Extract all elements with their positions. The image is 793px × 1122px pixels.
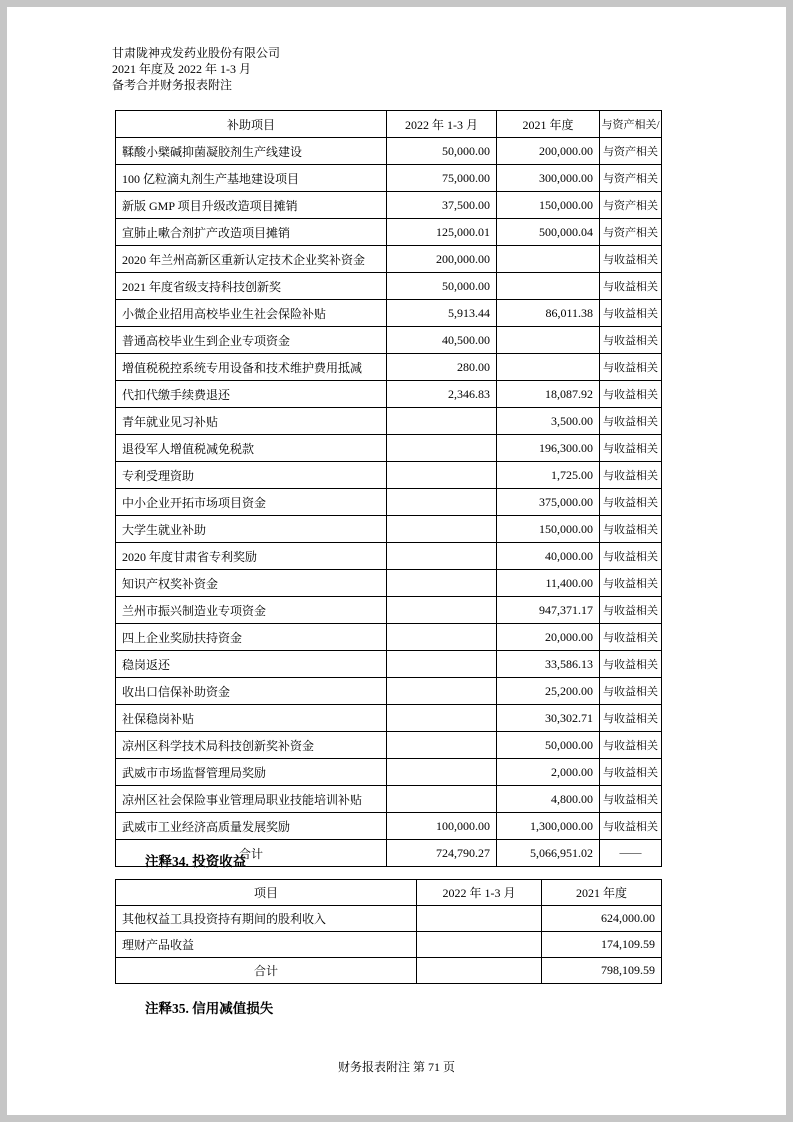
table-cell: 150,000.00: [497, 192, 600, 219]
table-cell: 50,000.00: [497, 732, 600, 759]
table-cell: 其他权益工具投资持有期间的股利收入: [116, 906, 417, 932]
table-cell: 新版 GMP 项目升级改造项目摊销: [116, 192, 387, 219]
col-header-2022-q1: 2022 年 1-3 月: [417, 880, 542, 906]
table-cell: ——: [600, 840, 662, 867]
table-row: [116, 906, 662, 932]
table-row: [116, 570, 662, 597]
table-cell: 中小企业开拓市场项目资金: [116, 489, 387, 516]
col-header-2022-q1: 2022 年 1-3 月: [387, 111, 497, 138]
table-cell: 40,500.00: [387, 327, 497, 354]
table-row: [116, 516, 662, 543]
table-cell: 稳岗返还: [116, 651, 387, 678]
table-cell: 与收益相关: [600, 246, 662, 273]
table-cell: 375,000.00: [497, 489, 600, 516]
table-cell: [497, 246, 600, 273]
table-cell: 兰州市振兴制造业专项资金: [116, 597, 387, 624]
table-cell: 与收益相关: [600, 705, 662, 732]
table-cell: 11,400.00: [497, 570, 600, 597]
table-cell: 50,000.00: [387, 273, 497, 300]
table-cell: [387, 516, 497, 543]
page-footer: 财务报表附注 第 71 页: [337, 1060, 455, 1074]
table-cell: 3,500.00: [497, 408, 600, 435]
table-cell: 与收益相关: [600, 786, 662, 813]
table-cell: 与收益相关: [600, 408, 662, 435]
note-34-heading: 注释34. 投资收益: [145, 854, 247, 869]
total-row: [116, 958, 662, 984]
col-header-2021: 2021 年度: [497, 111, 600, 138]
subsidy-table: [115, 110, 662, 867]
table-cell: 5,066,951.02: [497, 840, 600, 867]
table-row: [116, 489, 662, 516]
col-header-2021: 2021 年度: [542, 880, 662, 906]
table-row: [116, 327, 662, 354]
table-cell: 凉州区社会保险事业管理局职业技能培训补贴: [116, 786, 387, 813]
table-cell: [417, 932, 542, 958]
table-cell: 四上企业奖励扶持资金: [116, 624, 387, 651]
table-row: [116, 624, 662, 651]
table-row: [116, 597, 662, 624]
company-name: 甘肃陇神戎发药业股份有限公司: [112, 46, 281, 60]
col-header-subsidy-item: 补助项目: [116, 111, 387, 138]
table-cell: 鞣酸小檗碱抑菌凝胶剂生产线建设: [116, 138, 387, 165]
table-cell: [387, 705, 497, 732]
table-cell: 4,800.00: [497, 786, 600, 813]
table-cell: 与收益相关: [600, 651, 662, 678]
table-cell: 200,000.00: [497, 138, 600, 165]
table-cell: [387, 624, 497, 651]
table-cell: 收出口信保补助资金: [116, 678, 387, 705]
table-cell: 2,000.00: [497, 759, 600, 786]
table-cell: 2,346.83: [387, 381, 497, 408]
table-cell: 增值税税控系统专用设备和技术维护费用抵减: [116, 354, 387, 381]
table-cell: 与收益相关: [600, 732, 662, 759]
table-cell: [387, 759, 497, 786]
table-cell: 125,000.01: [387, 219, 497, 246]
table-cell: 与收益相关: [600, 381, 662, 408]
investment-income-table: [115, 879, 662, 984]
table-cell: [497, 273, 600, 300]
table-cell: 947,371.17: [497, 597, 600, 624]
table-row: [116, 543, 662, 570]
table-row: [116, 678, 662, 705]
table-cell: 与收益相关: [600, 462, 662, 489]
table-cell: 武威市市场监督管理局奖励: [116, 759, 387, 786]
table-cell: [387, 408, 497, 435]
table-cell: [387, 732, 497, 759]
table-cell: 小微企业招用高校毕业生社会保险补贴: [116, 300, 387, 327]
table-cell: [497, 354, 600, 381]
table-cell: 与收益相关: [600, 300, 662, 327]
table-row: [116, 462, 662, 489]
table-cell: 20,000.00: [497, 624, 600, 651]
table-cell: [497, 327, 600, 354]
table-cell: 凉州区科学技术局科技创新奖补资金: [116, 732, 387, 759]
col-header-relation: 与资产相关/: [600, 111, 662, 138]
table-cell: 100,000.00: [387, 813, 497, 840]
table-row: [116, 246, 662, 273]
investment-table-body: [116, 906, 662, 984]
table-cell: 与资产相关: [600, 138, 662, 165]
table-cell: 150,000.00: [497, 516, 600, 543]
table-row: [116, 435, 662, 462]
table-cell: 与收益相关: [600, 597, 662, 624]
table-cell: 300,000.00: [497, 165, 600, 192]
table-cell: 30,302.71: [497, 705, 600, 732]
table-cell: 与收益相关: [600, 678, 662, 705]
table-cell: 18,087.92: [497, 381, 600, 408]
table-cell: 50,000.00: [387, 138, 497, 165]
table-cell: 与收益相关: [600, 543, 662, 570]
table-row: [116, 300, 662, 327]
subsidy-table-body: [116, 138, 662, 867]
table-cell: 280.00: [387, 354, 497, 381]
table-cell: [387, 651, 497, 678]
table-cell: 1,725.00: [497, 462, 600, 489]
table-cell: [387, 543, 497, 570]
note-35-heading: 注释35. 信用减值损失: [145, 1001, 274, 1016]
table-cell: 1,300,000.00: [497, 813, 600, 840]
table-row: [116, 786, 662, 813]
table-cell: [387, 597, 497, 624]
table-cell: [387, 462, 497, 489]
table-cell: 196,300.00: [497, 435, 600, 462]
table-cell: 2020 年兰州高新区重新认定技术企业奖补资金: [116, 246, 387, 273]
table-row: [116, 273, 662, 300]
document-page: [7, 7, 786, 1115]
table-row: [116, 354, 662, 381]
table-cell: 5,913.44: [387, 300, 497, 327]
table-cell: 2020 年度甘肃省专利奖励: [116, 543, 387, 570]
document-header: [112, 45, 280, 93]
table-cell: 100 亿粒滴丸剂生产基地建设项目: [116, 165, 387, 192]
table-cell: 与资产相关: [600, 165, 662, 192]
subsidy-table-header-row: [116, 111, 662, 138]
table-row: [116, 381, 662, 408]
table-cell: 知识产权奖补资金: [116, 570, 387, 597]
table-cell: 174,109.59: [542, 932, 662, 958]
table-cell: 大学生就业补助: [116, 516, 387, 543]
table-cell: 合计: [116, 840, 387, 867]
table-cell: 2021 年度省级支持科技创新奖: [116, 273, 387, 300]
table-cell: 与收益相关: [600, 327, 662, 354]
table-row: [116, 932, 662, 958]
table-cell: 与收益相关: [600, 435, 662, 462]
table-cell: [417, 906, 542, 932]
table-cell: 宣肺止嗽合剂扩产改造项目摊销: [116, 219, 387, 246]
table-cell: 社保稳岗补贴: [116, 705, 387, 732]
table-cell: 37,500.00: [387, 192, 497, 219]
table-cell: 500,000.04: [497, 219, 600, 246]
table-cell: 与资产相关: [600, 219, 662, 246]
table-cell: 与收益相关: [600, 813, 662, 840]
investment-table-header-row: [116, 880, 662, 906]
table-cell: [387, 786, 497, 813]
table-cell: 普通高校毕业生到企业专项资金: [116, 327, 387, 354]
table-cell: 624,000.00: [542, 906, 662, 932]
table-cell: 与收益相关: [600, 354, 662, 381]
table-cell: 武威市工业经济高质量发展奖励: [116, 813, 387, 840]
table-cell: 退役军人增值税减免税款: [116, 435, 387, 462]
table-row: [116, 165, 662, 192]
table-cell: 与收益相关: [600, 516, 662, 543]
table-cell: 40,000.00: [497, 543, 600, 570]
table-row: [116, 705, 662, 732]
col-header-item: 项目: [116, 880, 417, 906]
table-cell: 25,200.00: [497, 678, 600, 705]
table-cell: 与收益相关: [600, 570, 662, 597]
table-cell: 理财产品收益: [116, 932, 417, 958]
table-cell: 合计: [116, 958, 417, 984]
table-cell: 33,586.13: [497, 651, 600, 678]
table-row: [116, 138, 662, 165]
table-cell: 与收益相关: [600, 624, 662, 651]
table-cell: 专利受理资助: [116, 462, 387, 489]
table-row: [116, 651, 662, 678]
table-cell: [387, 678, 497, 705]
table-cell: 代扣代缴手续费退还: [116, 381, 387, 408]
table-cell: 200,000.00: [387, 246, 497, 273]
table-cell: 青年就业见习补贴: [116, 408, 387, 435]
table-cell: [387, 435, 497, 462]
table-cell: [387, 489, 497, 516]
table-cell: 与资产相关: [600, 192, 662, 219]
table-row: [116, 408, 662, 435]
table-cell: 724,790.27: [387, 840, 497, 867]
report-period: 2021 年度及 2022 年 1-3 月: [112, 62, 251, 76]
table-cell: 与收益相关: [600, 273, 662, 300]
table-row: [116, 219, 662, 246]
table-cell: 75,000.00: [387, 165, 497, 192]
table-cell: [417, 958, 542, 984]
table-cell: 与收益相关: [600, 759, 662, 786]
table-row: [116, 759, 662, 786]
table-row: [116, 813, 662, 840]
table-row: [116, 732, 662, 759]
table-row: [116, 192, 662, 219]
table-cell: 798,109.59: [542, 958, 662, 984]
table-cell: [387, 570, 497, 597]
table-cell: 与收益相关: [600, 489, 662, 516]
table-cell: 86,011.38: [497, 300, 600, 327]
report-title: 备考合并财务报表附注: [112, 78, 233, 92]
